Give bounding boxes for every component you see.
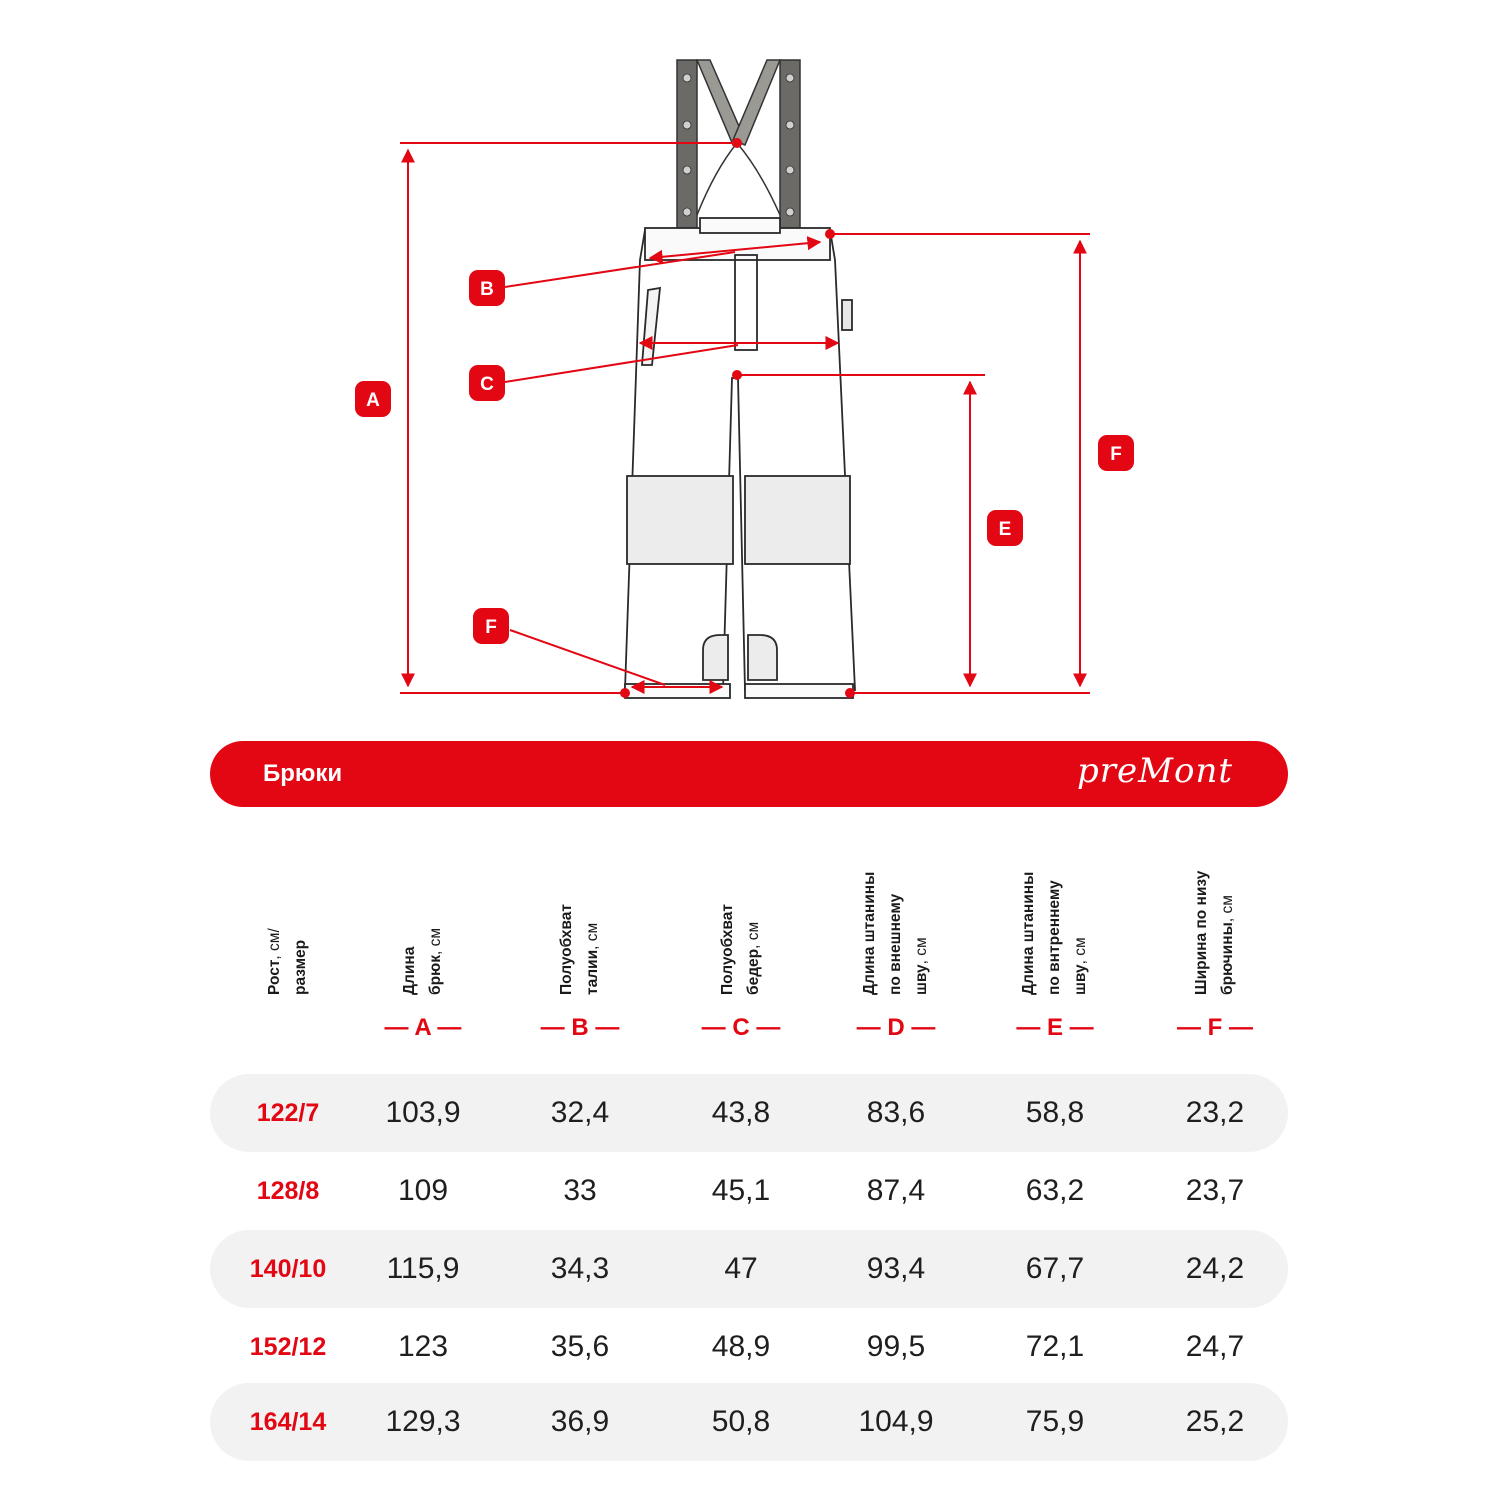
measurement-value: 36,9 xyxy=(550,1405,610,1438)
column-header-line: по внтреннему xyxy=(1046,880,1063,995)
column-header-line: бедер, см xyxy=(745,921,762,995)
column-header-line: Полуобхват xyxy=(558,904,575,995)
svg-text:A: A xyxy=(366,390,380,411)
measurement-value: 43,8 xyxy=(711,1096,771,1129)
column-letter: — F — xyxy=(1177,1014,1253,1041)
measurement-value: 72,1 xyxy=(1025,1330,1085,1363)
measurement-value: 67,7 xyxy=(1025,1252,1085,1285)
measurement-value: 24,7 xyxy=(1185,1330,1245,1363)
measurement-value: 58,8 xyxy=(1025,1096,1085,1129)
measurement-value: 23,2 xyxy=(1185,1096,1245,1129)
measurement-value: 87,4 xyxy=(866,1174,926,1207)
measurement-value: 25,2 xyxy=(1185,1405,1245,1438)
table-row xyxy=(210,1308,1288,1386)
column-header-line: талии, см xyxy=(584,922,601,995)
measurement-value: 129,3 xyxy=(385,1405,461,1438)
column-header-2 xyxy=(520,835,640,995)
measurement-value: 47 xyxy=(724,1252,758,1285)
column-header-line: брючины, см xyxy=(1219,895,1236,995)
marker-e xyxy=(987,510,1023,546)
column-header-line: размер xyxy=(292,939,309,995)
column-header-line: Длина штанины xyxy=(861,871,878,995)
column-header-3 xyxy=(681,835,801,995)
table-row xyxy=(210,1230,1288,1308)
column-header-4 xyxy=(836,835,956,995)
size-label: 164/14 xyxy=(249,1408,327,1436)
column-letter: — C — xyxy=(701,1014,781,1041)
column-header-line: шву, см xyxy=(913,937,930,995)
product-title: Брюки xyxy=(263,760,343,787)
size-label: 122/7 xyxy=(256,1099,320,1127)
marker-f-hem xyxy=(473,608,509,644)
measurement-value: 115,9 xyxy=(386,1252,460,1285)
measurement-value: 109 xyxy=(397,1174,449,1207)
column-header-1 xyxy=(363,835,483,995)
measurement-value: 23,7 xyxy=(1185,1174,1245,1207)
column-header-line: Ширина по низу xyxy=(1193,870,1210,995)
size-label: 128/8 xyxy=(256,1177,320,1205)
measurement-value: 33 xyxy=(563,1174,597,1207)
marker-a xyxy=(355,381,391,417)
table-row xyxy=(210,1074,1288,1152)
measurement-value: 83,6 xyxy=(866,1096,926,1129)
measurement-value: 34,3 xyxy=(550,1252,610,1285)
svg-text:C: C xyxy=(480,374,494,395)
size-diagram xyxy=(0,0,1500,730)
column-header-line: по внешнему xyxy=(887,893,904,995)
suspenders-illustration xyxy=(677,60,800,240)
column-letter: — E — xyxy=(1016,1014,1094,1041)
measurement-value: 99,5 xyxy=(866,1330,926,1363)
size-label: 152/12 xyxy=(249,1333,327,1361)
column-header-line: шву, см xyxy=(1072,937,1089,995)
trousers-illustration xyxy=(625,218,855,698)
column-letter: — B — xyxy=(540,1014,620,1041)
measurement-value: 35,6 xyxy=(550,1330,610,1363)
column-header-6 xyxy=(1155,835,1275,995)
measurement-value: 24,2 xyxy=(1185,1252,1245,1285)
measurement-value: 32,4 xyxy=(550,1096,610,1129)
measurement-value: 103,9 xyxy=(385,1096,461,1129)
measurement-value: 123 xyxy=(397,1330,449,1363)
measurement-value: 93,4 xyxy=(866,1252,926,1285)
table-row xyxy=(210,1152,1288,1230)
marker-c xyxy=(469,365,505,401)
size-label: 140/10 xyxy=(249,1255,327,1283)
measurement-value: 75,9 xyxy=(1025,1405,1085,1438)
column-header-line: брюк, см xyxy=(427,927,444,995)
svg-text:F: F xyxy=(1110,444,1122,465)
column-letter: — A — xyxy=(384,1014,462,1041)
brand-logo: preMont xyxy=(1077,751,1233,791)
column-letter: — D — xyxy=(856,1014,936,1041)
svg-text:B: B xyxy=(480,279,494,300)
marker-b xyxy=(469,270,505,306)
column-header-line: Длина xyxy=(401,946,418,995)
column-header-5 xyxy=(995,835,1115,995)
column-header-line: Длина штанины xyxy=(1020,871,1037,995)
measurement-value: 104,9 xyxy=(858,1405,934,1438)
measurement-value: 48,9 xyxy=(711,1330,771,1363)
column-header-line: Рост, см/ xyxy=(266,928,283,995)
svg-text:E: E xyxy=(998,519,1012,540)
column-header-line: Полуобхват xyxy=(719,904,736,995)
svg-text:F: F xyxy=(485,617,497,638)
marker-f-outer xyxy=(1098,435,1134,471)
measurement-value: 50,8 xyxy=(711,1405,771,1438)
table-row xyxy=(210,1383,1288,1461)
measurement-value: 45,1 xyxy=(711,1174,771,1207)
measurement-value: 63,2 xyxy=(1025,1174,1085,1207)
column-header-0 xyxy=(228,835,348,995)
title-banner xyxy=(210,741,1288,807)
